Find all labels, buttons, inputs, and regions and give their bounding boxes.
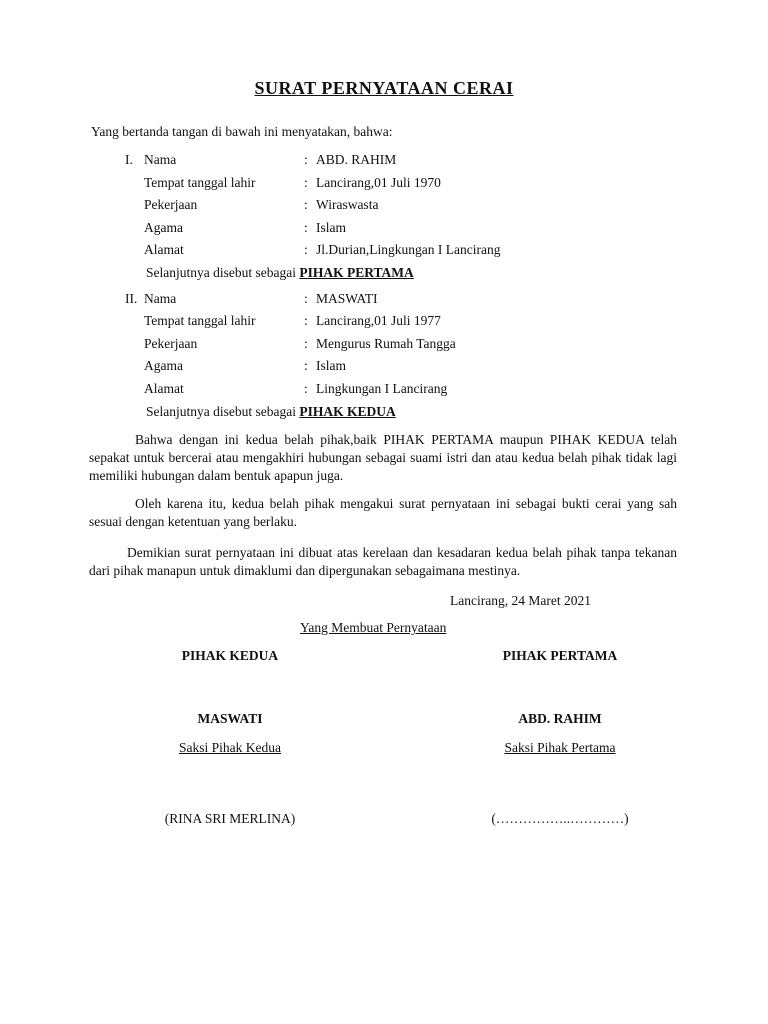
field-separator: : [304, 291, 308, 306]
field-separator: : [304, 152, 308, 167]
field-separator: : [304, 336, 308, 351]
place-date: Lancirang, 24 Maret 2021 [450, 593, 591, 608]
paragraph-closing: Demikian surat pernyataan ini dibuat atas kerelaan dan kesadaran kedua belah pihak tanpa tekanan dari pihak manapun untuk dimaklumi dan dipergunakan sebagaimana mestinya. [89, 545, 677, 578]
left-signatory-name: MASWATI [197, 711, 263, 726]
field-separator: : [304, 381, 308, 396]
reference-name: PIHAK KEDUA [299, 404, 396, 419]
reference-name: PIHAK PERTAMA [299, 265, 414, 280]
left-witness-name: (RINA SRI MERLINA) [164, 811, 296, 826]
field-value: Wiraswasta [316, 197, 379, 212]
field-value: Lancirang,01 Juli 1977 [316, 313, 441, 328]
field-separator: : [304, 175, 308, 190]
field-separator: : [304, 220, 308, 235]
field-separator: : [304, 358, 308, 373]
reference-prefix: Selanjutnya disebut sebagai [146, 404, 296, 419]
field-label: Tempat tanggal lahir [144, 175, 256, 190]
field-value: Islam [316, 358, 346, 373]
right-witness-label: Saksi Pihak Pertama [504, 740, 616, 755]
party-2-number: II. [125, 291, 138, 306]
field-label: Alamat [144, 381, 184, 396]
document-title: SURAT PERNYATAAN CERAI [254, 78, 514, 98]
party-1-number: I. [125, 152, 133, 167]
field-value: Mengurus Rumah Tangga [316, 336, 456, 351]
field-label: Pekerjaan [144, 197, 198, 212]
paragraph-acknowledgement: Oleh karena itu, kedua belah pihak mengakui surat pernyataan ini sebagai bukti cerai yang sah sesuai dengan ketentuan yang berlaku. [89, 496, 677, 529]
maker-label: Yang Membuat Pernyataan [300, 620, 447, 635]
field-value: Lancirang,01 Juli 1970 [316, 175, 441, 190]
field-value: Lingkungan I Lancirang [316, 381, 448, 396]
right-role: PIHAK PERTAMA [502, 648, 618, 663]
reference-prefix: Selanjutnya disebut sebagai [146, 265, 296, 280]
field-label: Nama [144, 291, 177, 306]
field-label: Agama [144, 220, 183, 235]
field-label: Agama [144, 358, 183, 373]
field-value: ABD. RAHIM [316, 152, 397, 167]
left-witness-label: Saksi Pihak Kedua [179, 740, 281, 755]
field-separator: : [304, 313, 308, 328]
field-separator: : [304, 197, 308, 212]
field-label: Alamat [144, 242, 184, 257]
intro-text: Yang bertanda tangan di bawah ini menyatakan, bahwa: [91, 124, 393, 139]
field-separator: : [304, 242, 308, 257]
left-role: PIHAK KEDUA [181, 648, 279, 663]
field-value: MASWATI [316, 291, 378, 306]
right-signatory-name: ABD. RAHIM [518, 711, 602, 726]
paragraph-agreement: Bahwa dengan ini kedua belah pihak,baik PIHAK PERTAMA maupun PIHAK KEDUA telah sepakat untuk bercerai atau mengakhiri hubungan sebagai suami istri dan atau kedua belah pihak tidak lagi memiliki hubungan dalam bentuk apapun juga. [89, 432, 677, 483]
field-label: Pekerjaan [144, 336, 198, 351]
field-value: Jl.Durian,Lingkungan I Lancirang [316, 242, 501, 257]
field-label: Nama [144, 152, 177, 167]
field-label: Tempat tanggal lahir [144, 313, 256, 328]
field-value: Islam [316, 220, 346, 235]
right-witness-name: (……………..…………) [491, 811, 629, 826]
